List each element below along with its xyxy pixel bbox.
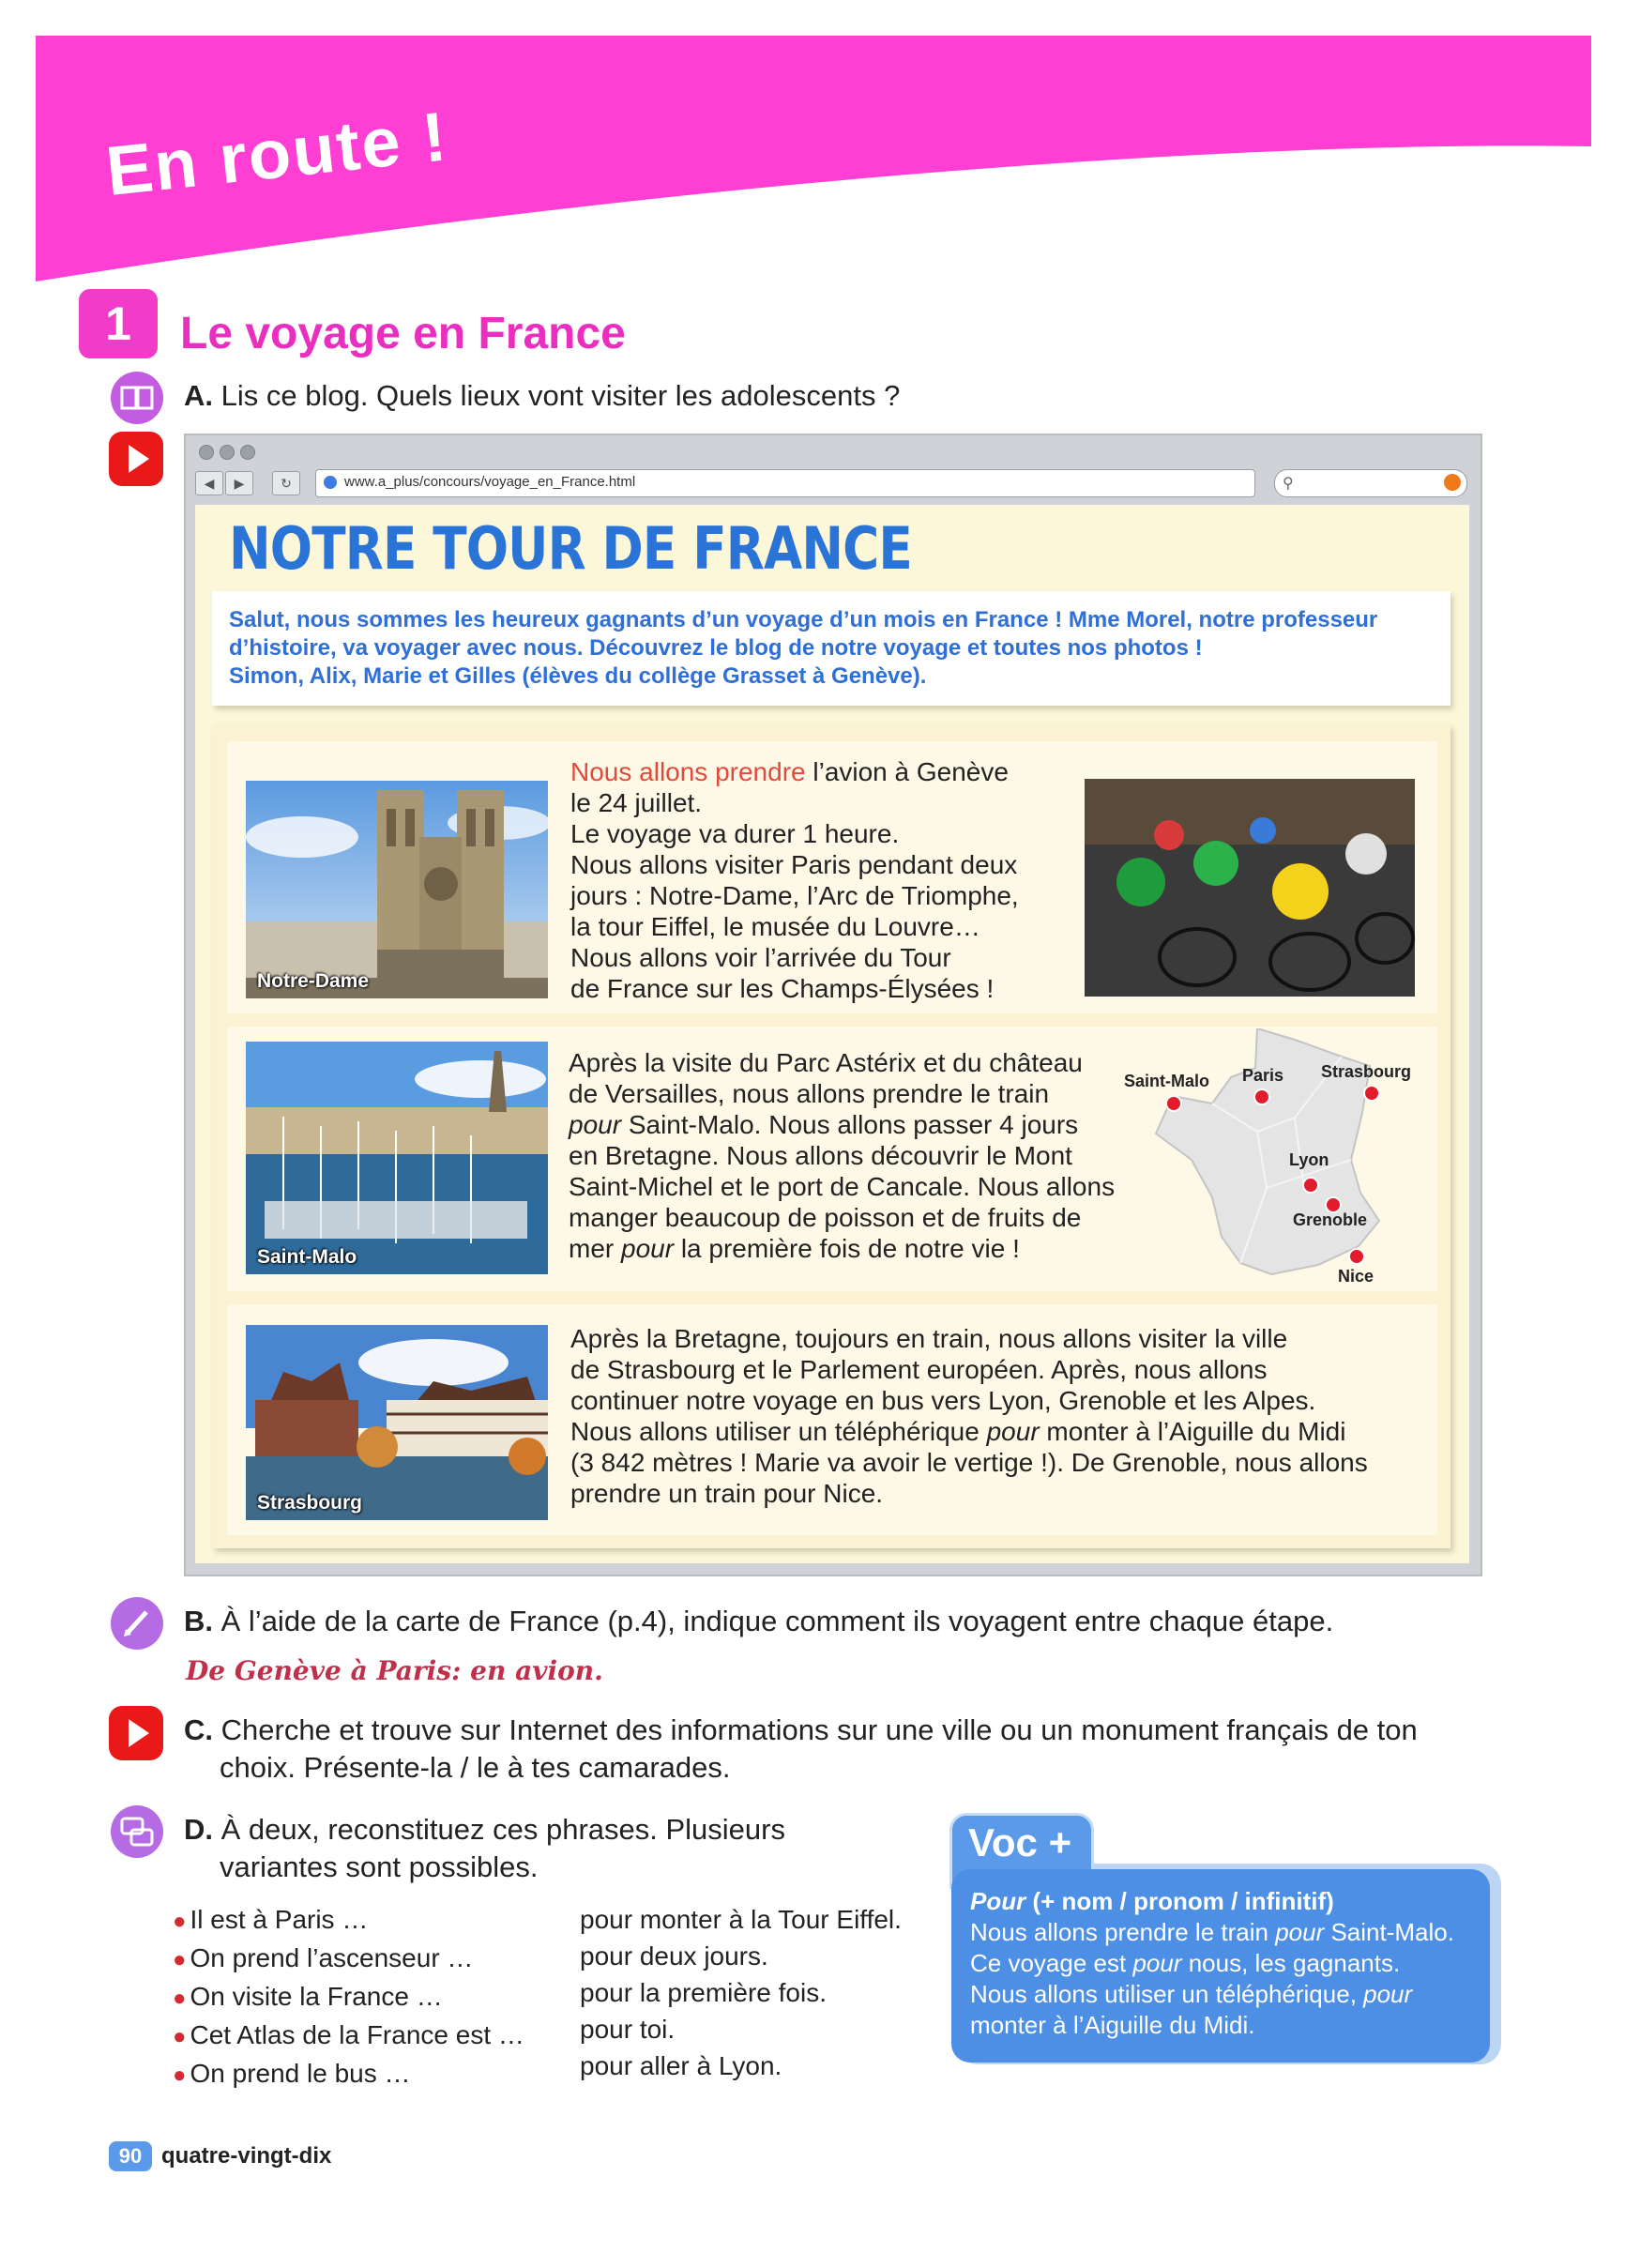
question-b-letter: B. [184, 1605, 213, 1637]
back-arrow-icon[interactable]: ◀ [195, 471, 223, 495]
blog-block2-text: Après la visite du Parc Astérix et du château de Versailles, nous allons prendre le train pour Saint-Malo. Nous allons passer 4 jours en Bretagne. Nous allons découvrir le Mont Saint-Michel et le port de Cancale. Nous allons manger beaucoup de poisson et de fruits de mer pour la première fois de notre vie ! [569, 1048, 1116, 1263]
list-item: pour aller à Lyon. [580, 2051, 782, 2080]
photo-caption: Strasbourg [257, 1492, 363, 1514]
play-video-icon[interactable] [109, 1706, 163, 1760]
search-input[interactable] [1274, 469, 1467, 497]
list-item: ● On prend le bus … [173, 2059, 411, 2088]
blog-intro-text: Salut, nous sommes les heureux gagnants d’un voyage d’un mois en France ! Mme Morel, notre professeur d’histoire, va voyager avec nous. Découvrez le blog de notre voyage et toutes nos photos ! Simon, Alix, Marie et Gilles (élèves du collège Grasset à Genève). [229, 607, 1378, 689]
handwritten-answer: De Genève à Paris: en avion. [186, 1655, 603, 1686]
list-item: ● On prend l’ascenseur … [173, 1943, 474, 1972]
map-label-strasbourg: Strasbourg [1321, 1062, 1412, 1081]
map-label-grenoble: Grenoble [1293, 1210, 1368, 1229]
question-c: C. Cherche et trouve sur Internet des informations sur une ville ou un monument français de ton choix. Présente-la / le à tes camarades. [184, 1713, 1418, 1784]
map-label-lyon: Lyon [1289, 1150, 1329, 1169]
voc-text: Pour (+ nom / pronom / infinitif) Nous allons prendre le train pour Saint-Malo. Ce voyage est pour nous, les gagnants. Nous allons utiliser un téléphérique, pour monter à l’Aiguille du Midi. [970, 1887, 1454, 2039]
globe-icon [324, 476, 337, 489]
strasbourg-photo [246, 1325, 548, 1520]
question-d-letter: D. [184, 1813, 213, 1846]
map-dot-lyon [1302, 1177, 1319, 1194]
question-b [184, 1603, 1333, 1640]
blog-block3-text: Après la Bretagne, toujours en train, nous allons visiter la ville de Strasbourg et le Parlement européen. Après, nous allons continuer notre voyage en bus vers Lyon, Grenoble et les Alpes. Nous allons utiliser un téléphérique pour monter à l’Aiguille du Midi (3 842 mètres ! Marie va avoir le vertige !). De Grenoble, nous allons prendre un train pour Nice. [570, 1324, 1368, 1508]
list-item: pour monter à la Tour Eiffel. [580, 1905, 902, 1934]
search-icon: ⚲ [1283, 476, 1294, 492]
forward-arrow-icon[interactable]: ▶ [225, 471, 253, 495]
question-b-text: À l’aide de la carte de France (p.4), indique comment ils voyagent entre chaque étape. [220, 1605, 1334, 1637]
question-a-text: Lis ce blog. Quels lieux vont visiter les adolescents ? [220, 379, 901, 412]
map-label-saint-malo: Saint-Malo [1124, 1072, 1210, 1090]
saint-malo-photo [246, 1042, 548, 1274]
writing-pencil-icon [111, 1597, 163, 1650]
blog-block1-text: Nous allons prendre l’avion à Genève le 24 juillet. Le voyage va durer 1 heure. Nous allons visiter Paris pendant deux jours : Notre-Dame, l’Arc de Triomphe, la tour Eiffel, le musée du Louvre… Nous allons voir l’arrivée du Tour de France sur les Champs-Élysées ! [570, 757, 1019, 1003]
question-d: D. À deux, reconstituez ces phrases. Plusieurs variantes sont possibles. [184, 1813, 785, 1883]
chapter-title: En route ! [102, 97, 452, 211]
list-item: pour la première fois. [580, 1978, 828, 2007]
map-dot-paris [1253, 1088, 1270, 1105]
search-go-icon[interactable] [1444, 474, 1461, 491]
notre-dame-photo [246, 781, 548, 998]
list-item: ● Il est à Paris … [173, 1905, 369, 1934]
address-bar[interactable] [315, 469, 1255, 497]
phrase-ends-list [580, 1901, 936, 2084]
blog-intro [212, 591, 1450, 706]
window-minimize-button[interactable] [220, 445, 235, 460]
map-label-paris: Paris [1242, 1066, 1284, 1085]
reading-book-icon [111, 372, 163, 424]
page-number-words: quatre-vingt-dix [161, 2143, 332, 2169]
section-number: 1 [79, 289, 158, 358]
voc-label: Voc + [968, 1820, 1072, 1865]
pair-work-icon [111, 1805, 163, 1858]
map-dot-saint-malo [1165, 1095, 1182, 1112]
window-zoom-button[interactable] [240, 445, 255, 460]
page-number: 90 [109, 2141, 152, 2171]
blog-title: NOTRE TOUR DE FRANCE [229, 514, 912, 583]
list-item: ● On visite la France … [173, 1982, 443, 2011]
question-a [184, 377, 900, 415]
question-c-letter: C. [184, 1713, 213, 1746]
play-video-icon[interactable] [109, 432, 163, 486]
reload-icon[interactable]: ↻ [272, 471, 300, 495]
photo-caption: Saint-Malo [257, 1246, 357, 1268]
tour-de-france-photo [1085, 779, 1415, 997]
list-item: ● Cet Atlas de la France est … [173, 2020, 524, 2049]
list-item: pour toi. [580, 2015, 676, 2044]
photo-caption: Notre-Dame [257, 970, 370, 992]
map-label-nice: Nice [1338, 1267, 1374, 1286]
question-a-letter: A. [184, 379, 213, 412]
section-title: Le voyage en France [180, 309, 626, 358]
window-close-button[interactable] [199, 445, 214, 460]
phrase-starts-list [173, 1901, 567, 2093]
url-text: www.a_plus/concours/voyage_en_France.html [344, 474, 636, 490]
map-dot-strasbourg [1363, 1085, 1380, 1102]
list-item: pour deux jours. [580, 1941, 768, 1971]
map-dot-nice [1348, 1248, 1365, 1265]
